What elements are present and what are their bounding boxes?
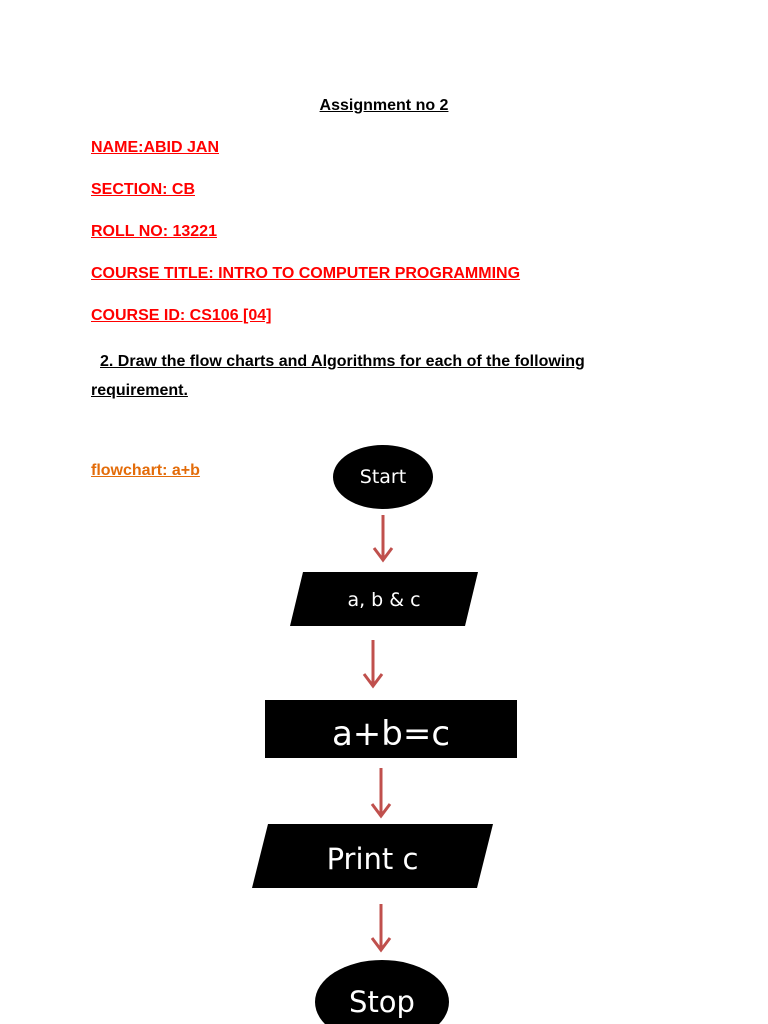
student-name: NAME:ABID JAN (91, 139, 219, 156)
flowchart-label: flowchart: a+b (91, 462, 200, 479)
start-label: Start (359, 466, 407, 488)
question-line-1: 2. Draw the flow charts and Algorithms for each of the following (100, 353, 585, 370)
stop-label: Stop (349, 985, 415, 1019)
student-roll-no: ROLL NO: 13221 (91, 223, 217, 240)
arrow-input-to-process (364, 640, 382, 686)
student-section: SECTION: CB (91, 181, 195, 198)
input-label: a, b & c (347, 589, 421, 611)
arrow-process-to-output (372, 768, 390, 816)
course-title: COURSE TITLE: INTRO TO COMPUTER PROGRAMMING (91, 265, 521, 282)
course-id: COURSE ID: CS106 [04] (91, 307, 272, 324)
question-line-2: requirement. (91, 382, 188, 399)
arrow-output-to-stop (372, 904, 390, 950)
output-label: Print c (326, 842, 419, 876)
process-label: a+b=c (331, 714, 451, 754)
assignment-title: Assignment no 2 (319, 97, 449, 114)
arrow-start-to-input (374, 515, 392, 560)
